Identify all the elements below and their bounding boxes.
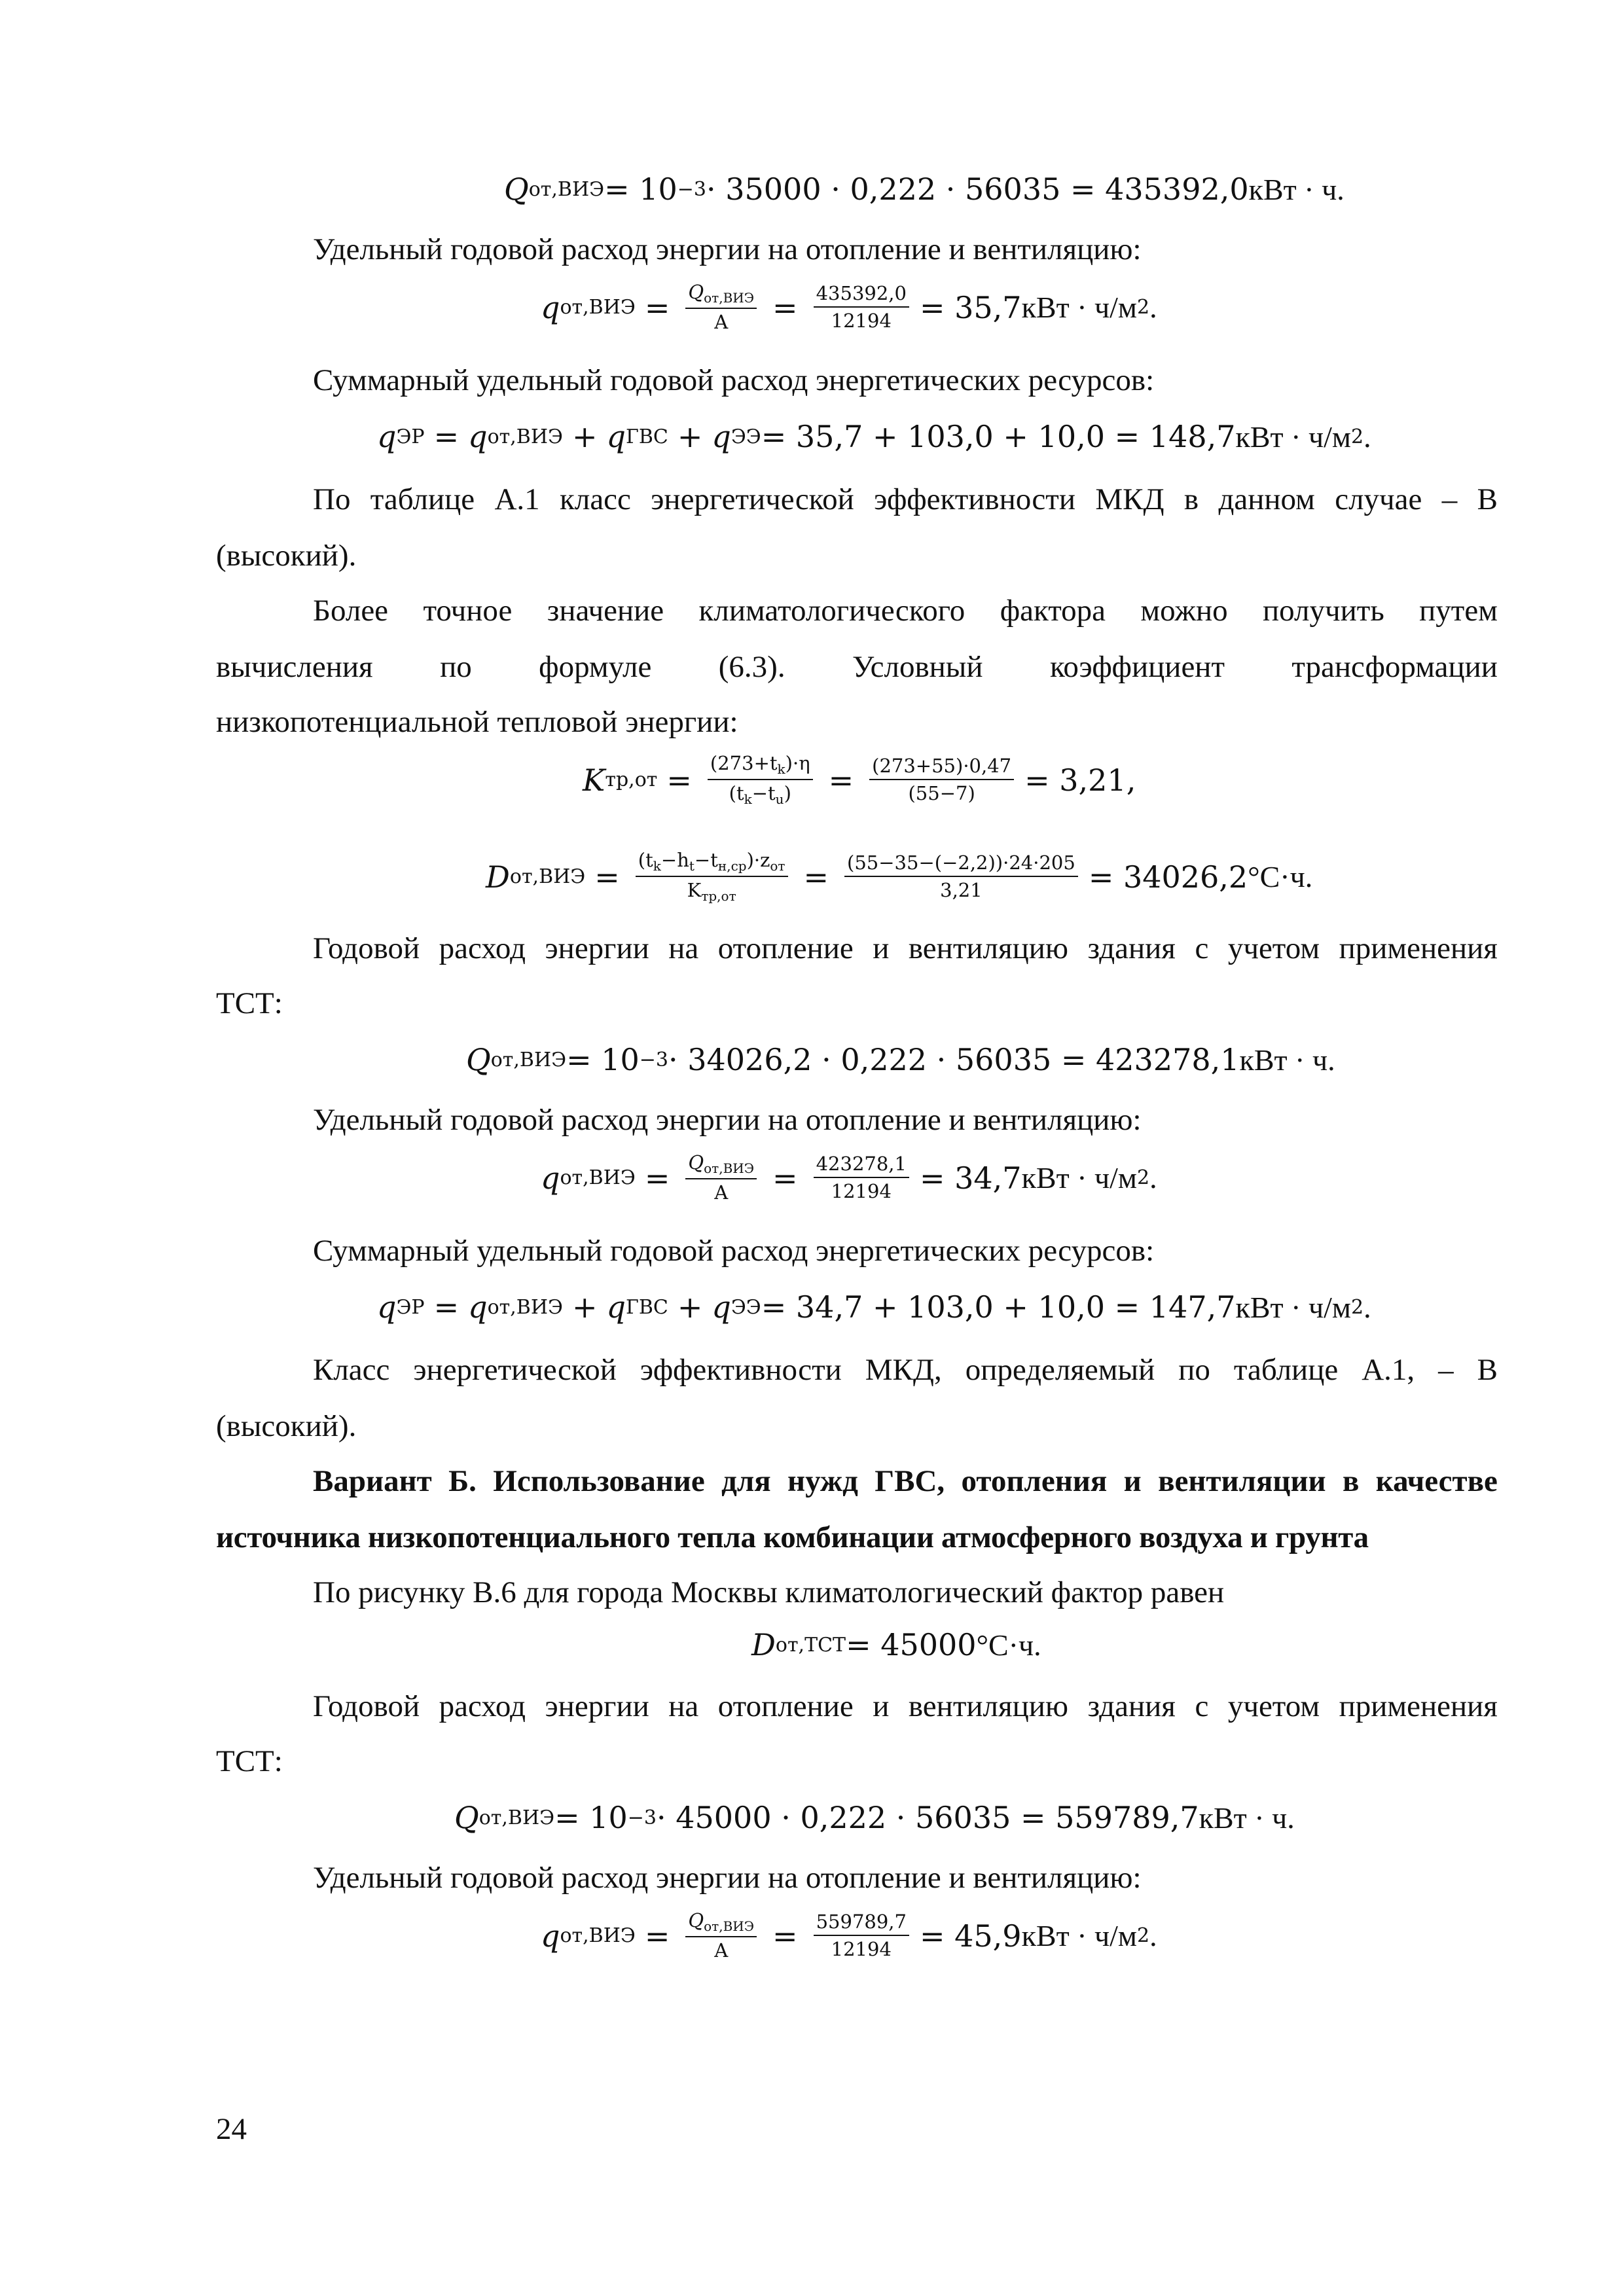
equation-q-specific-3 [541, 1910, 1157, 1962]
eq-exponent: 2 [1350, 1295, 1364, 1319]
eq-text: −t [751, 782, 776, 804]
fraction [844, 852, 1078, 902]
eq-operator: + [677, 419, 703, 454]
eq-operator: = [644, 289, 670, 325]
eq-symbol: Q [466, 1042, 491, 1077]
paragraph: Удельный годовой расход энергии на отопление и вентиляцию: [313, 232, 1142, 266]
eq-operator: = [803, 859, 829, 895]
word: отопление [717, 1689, 854, 1723]
eq-text: (273+t [710, 752, 778, 774]
word: по [440, 650, 472, 684]
eq-unit: кВт · ч. [1239, 1043, 1335, 1077]
word: можно [1140, 594, 1228, 628]
fraction-denominator [727, 780, 794, 807]
word: энергетической [651, 482, 854, 516]
paragraph: Суммарный удельный годовой расход энергетических ресурсов: [313, 1234, 1155, 1268]
word: Более [313, 594, 389, 628]
eq-text: = 10 [604, 171, 677, 207]
eq-subscript: от,ВИЭ [560, 1166, 636, 1190]
paragraph-line-justified [313, 1355, 1498, 1386]
eq-exponent: 2 [1137, 296, 1150, 319]
eq-tail: . [1149, 1919, 1157, 1953]
word: применения [1339, 1689, 1498, 1723]
word: фактора [1000, 594, 1106, 628]
eq-subscript: k [744, 791, 752, 807]
paragraph: Удельный годовой расход энергии на отопление и вентиляцию: [313, 1103, 1142, 1137]
eq-symbol: Q [688, 1151, 704, 1174]
equation-q-specific-1 [541, 281, 1157, 333]
eq-tail: . [1149, 1161, 1157, 1195]
fraction-denominator: А [713, 1181, 729, 1204]
eq-operator: = [772, 1918, 798, 1954]
eq-subscript: ГВС [625, 425, 668, 448]
equation-q-annual-1 [504, 171, 1344, 207]
eq-text: (t [729, 782, 744, 804]
paragraph-line-justified [313, 596, 1498, 626]
word: А.1 [494, 482, 540, 516]
eq-text: −t [694, 849, 718, 871]
eq-symbol: q [712, 1289, 731, 1325]
fraction-denominator: 12194 [831, 1938, 892, 1961]
word: энергии [545, 1689, 649, 1723]
eq-exponent: 2 [1137, 1924, 1150, 1948]
word: энергетической [413, 1353, 617, 1387]
word: Условный [852, 650, 983, 684]
eq-symbol: q [606, 419, 626, 454]
word: отопление [717, 931, 854, 965]
eq-unit: кВт · ч/м [1021, 1919, 1138, 1953]
paragraph: Удельный годовой расход энергии на отопление и вентиляцию: [313, 1861, 1142, 1895]
paragraph-line: ТСТ: [216, 986, 283, 1020]
word: на [668, 931, 699, 965]
eq-subscript: от,ВИЭ [704, 290, 755, 306]
paragraph-line: ТСТ: [216, 1744, 283, 1778]
eq-text: = 35,7 [919, 289, 1022, 325]
eq-symbol: q [541, 1918, 560, 1954]
eq-subscript: от,ВИЭ [560, 296, 636, 319]
eq-text: = 34026,2 [1088, 859, 1248, 895]
word: ГВС, [875, 1464, 945, 1498]
word: формуле [539, 650, 652, 684]
paragraph-line: (высокий). [216, 1409, 357, 1443]
fraction-denominator: 12194 [831, 1180, 892, 1203]
eq-subscript: ЭЭ [731, 425, 761, 448]
eq-symbol: q [541, 1160, 560, 1196]
word: вентиляцию [908, 931, 1069, 965]
eq-symbol: q [377, 1289, 397, 1325]
fraction-denominator: 12194 [831, 310, 892, 332]
word: путем [1419, 594, 1498, 628]
word: и [873, 931, 890, 965]
word: в [1183, 482, 1199, 516]
eq-text: = 35,7 + 103,0 + 10,0 = 148,7 [761, 419, 1236, 454]
eq-subscript: ГВС [625, 1295, 668, 1319]
section-heading-line: источника низкопотенциального тепла комбинации атмосферного воздуха и грунта [216, 1520, 1369, 1554]
fraction [814, 283, 909, 332]
eq-subscript: u [775, 791, 784, 807]
eq-unit: кВт · ч/м [1235, 420, 1351, 454]
fraction [685, 1152, 757, 1204]
eq-symbol: Q [688, 1909, 704, 1931]
equation-q-total-2 [377, 1289, 1371, 1325]
word: учетом [1227, 1689, 1320, 1723]
eq-symbol: q [377, 419, 397, 454]
eq-subscript: ЭР [396, 1295, 425, 1319]
word: Использование [493, 1464, 705, 1498]
fraction [685, 281, 757, 333]
eq-unit: кВт · ч/м [1235, 1290, 1351, 1324]
equation-q-annual-3 [454, 1800, 1295, 1835]
eq-unit: кВт · ч. [1248, 172, 1344, 206]
word: По [313, 482, 351, 516]
word: коэффициент [1049, 650, 1225, 684]
fraction-denominator: (55−7) [908, 782, 975, 804]
eq-exponent: 2 [1137, 1166, 1150, 1190]
paragraph: Суммарный удельный годовой расход энергетических ресурсов: [313, 363, 1155, 397]
eq-symbol: q [468, 419, 488, 454]
eq-operator: = [644, 1160, 670, 1196]
eq-symbol: D [486, 859, 510, 895]
fraction-numerator: (55−35−(−2,2))·24·205 [844, 852, 1078, 877]
eq-symbol: q [712, 419, 731, 454]
paragraph-line-justified [313, 933, 1498, 964]
fraction [814, 1153, 909, 1203]
eq-operator: + [677, 1289, 703, 1325]
word: вентиляции [1158, 1464, 1326, 1498]
equation-d-tst [751, 1627, 1041, 1662]
word: здания [1087, 1689, 1176, 1723]
eq-subscript: н,ср [717, 858, 747, 874]
eq-subscript: от,ВИЭ [487, 1295, 563, 1319]
word: с [1195, 931, 1209, 965]
eq-subscript: тр,от [605, 768, 658, 791]
word: вентиляцию [908, 1689, 1069, 1723]
fraction-denominator [685, 877, 739, 904]
eq-subscript: ЭР [396, 425, 425, 448]
fraction [869, 755, 1014, 805]
word: таблице [370, 482, 475, 516]
word: климатологического [698, 594, 965, 628]
eq-text: · 34026,2 · 0,222 · 56035 = 423278,1 [668, 1042, 1240, 1077]
eq-subscript: ЭЭ [731, 1295, 761, 1319]
fraction-numerator [708, 753, 813, 780]
eq-operator: + [571, 1289, 598, 1325]
eq-text: )·η [785, 752, 810, 774]
page-number: 24 [216, 2112, 247, 2146]
eq-subscript: от,ВИЭ [478, 1806, 555, 1829]
fraction-numerator [685, 1910, 757, 1937]
fraction-denominator: А [713, 311, 729, 333]
eq-exponent: −3 [677, 177, 707, 201]
word: В [1477, 482, 1498, 516]
eq-tail: . [1149, 291, 1157, 325]
eq-operator: = [433, 419, 460, 454]
word: данном [1218, 482, 1315, 516]
fraction-numerator: 423278,1 [814, 1153, 909, 1178]
eq-tail: . [1363, 1290, 1371, 1324]
word: МКД [1095, 482, 1164, 516]
eq-subscript: от,ВИЭ [704, 1160, 755, 1176]
equation-q-annual-2 [466, 1042, 1335, 1077]
eq-unit: °С·ч. [976, 1628, 1041, 1662]
eq-subscript: k [777, 761, 785, 777]
eq-text: = 34,7 + 103,0 + 10,0 = 147,7 [761, 1289, 1236, 1325]
word: – [1438, 1353, 1454, 1387]
eq-operator: = [772, 289, 798, 325]
word: и [1123, 1464, 1142, 1498]
word: МКД, [865, 1353, 942, 1387]
eq-operator: = [772, 1160, 798, 1196]
eq-text: (t [638, 849, 653, 871]
word: класс [560, 482, 631, 516]
eq-subscript: t [689, 858, 695, 874]
word: расход [439, 1689, 526, 1723]
eq-subscript: от,ВИЭ [528, 177, 605, 201]
fraction-numerator [685, 1152, 757, 1179]
fraction-numerator: 435392,0 [814, 283, 909, 308]
word: по [1178, 1353, 1210, 1387]
paragraph-line-justified [216, 652, 1498, 683]
word: с [1195, 1689, 1209, 1723]
word: вычисления [216, 650, 373, 684]
eq-text: = 45000 [846, 1627, 977, 1662]
eq-text: = 10 [566, 1042, 640, 1077]
eq-tail: . [1363, 420, 1371, 454]
eq-text: = 3,21, [1024, 762, 1136, 798]
paragraph: По рисунку В.6 для города Москвы климатологический фактор равен [313, 1575, 1225, 1609]
eq-symbol: q [606, 1289, 626, 1325]
eq-subscript: от [770, 858, 785, 874]
eq-symbol: Q [688, 281, 704, 303]
fraction-numerator: (273+55)·0,47 [869, 755, 1014, 780]
word: Класс [313, 1353, 390, 1387]
eq-exponent: 2 [1350, 425, 1364, 448]
fraction-denominator: А [713, 1939, 729, 1962]
eq-unit: кВт · ч/м [1021, 291, 1138, 325]
word: и [873, 1689, 890, 1723]
word: Годовой [313, 1689, 420, 1723]
word: получить [1263, 594, 1384, 628]
fraction-denominator: 3,21 [940, 879, 983, 901]
eq-exponent: −3 [627, 1806, 657, 1829]
word: расход [439, 931, 526, 965]
eq-operator: = [666, 762, 692, 798]
eq-symbol: D [751, 1627, 776, 1662]
eq-text: = 45,9 [919, 1918, 1022, 1954]
eq-unit: кВт · ч. [1199, 1801, 1295, 1835]
word: эффективности [640, 1353, 842, 1387]
equation-d-climate [486, 850, 1312, 904]
eq-subscript: от,ТСТ [775, 1633, 846, 1657]
eq-symbol: Q [454, 1800, 479, 1835]
paragraph-line: (высокий). [216, 539, 357, 573]
eq-symbol: K [583, 762, 605, 798]
eq-text: −h [660, 849, 689, 871]
paragraph-line-justified [313, 484, 1498, 515]
eq-unit: °С·ч. [1248, 860, 1313, 893]
eq-exponent: −3 [639, 1048, 669, 1071]
word: применения [1339, 931, 1498, 965]
word: определяемый [965, 1353, 1155, 1387]
eq-symbol: K [687, 879, 702, 901]
eq-subscript: тр,от [701, 888, 736, 904]
eq-operator: = [828, 762, 854, 798]
word: энергии [545, 931, 649, 965]
word: отопления [961, 1464, 1108, 1498]
word: значение [547, 594, 664, 628]
word: учетом [1227, 931, 1320, 965]
paragraph-line-justified [313, 1691, 1498, 1722]
word: – [1441, 482, 1458, 516]
word: Б. [448, 1464, 477, 1498]
fraction [636, 850, 788, 904]
word: на [668, 1689, 699, 1723]
eq-subscript: от,ВИЭ [560, 1924, 636, 1948]
eq-text: ) [784, 782, 791, 804]
word: В [1477, 1353, 1498, 1387]
eq-text: = 34,7 [919, 1160, 1022, 1196]
fraction [814, 1911, 909, 1961]
word: в [1343, 1464, 1360, 1498]
word: случае [1335, 482, 1422, 516]
eq-unit: кВт · ч/м [1021, 1161, 1138, 1195]
word: точное [423, 594, 513, 628]
paragraph-line: низкопотенциальной тепловой энергии: [216, 705, 738, 739]
fraction [685, 1910, 757, 1962]
word: качестве [1375, 1464, 1498, 1498]
eq-text: · 45000 · 0,222 · 56035 = 559789,7 [657, 1800, 1199, 1835]
word: Вариант [313, 1464, 432, 1498]
eq-subscript: от,ВИЭ [490, 1048, 567, 1071]
word: таблице [1233, 1353, 1339, 1387]
fraction-numerator [636, 850, 788, 877]
fraction-numerator [685, 281, 757, 309]
eq-operator: = [644, 1918, 670, 1954]
eq-subscript: от,ВИЭ [487, 425, 563, 448]
eq-symbol: q [541, 289, 560, 325]
eq-text: = 10 [554, 1800, 628, 1835]
equation-q-specific-2 [541, 1152, 1157, 1204]
equation-k-transform [583, 753, 1136, 807]
equation-q-total-1 [377, 419, 1371, 454]
eq-subscript: от,ВИЭ [704, 1918, 755, 1934]
eq-text: )·z [746, 849, 770, 871]
eq-subscript: k [653, 858, 661, 874]
fraction [708, 753, 813, 807]
word: Годовой [313, 931, 420, 965]
fraction-numerator: 559789,7 [814, 1911, 909, 1936]
word: А.1, [1362, 1353, 1415, 1387]
word: для [721, 1464, 771, 1498]
word: трансформации [1291, 650, 1498, 684]
section-heading-line [313, 1466, 1498, 1497]
word: нужд [787, 1464, 858, 1498]
eq-operator: = [433, 1289, 460, 1325]
word: здания [1087, 931, 1176, 965]
word: эффективности [874, 482, 1075, 516]
eq-operator: + [571, 419, 598, 454]
eq-text: · 35000 · 0,222 · 56035 = 435392,0 [706, 171, 1249, 207]
eq-symbol: q [468, 1289, 488, 1325]
eq-subscript: от,ВИЭ [509, 865, 586, 888]
word: (6.3). [718, 650, 785, 684]
eq-operator: = [594, 859, 620, 895]
eq-symbol: Q [504, 171, 529, 207]
